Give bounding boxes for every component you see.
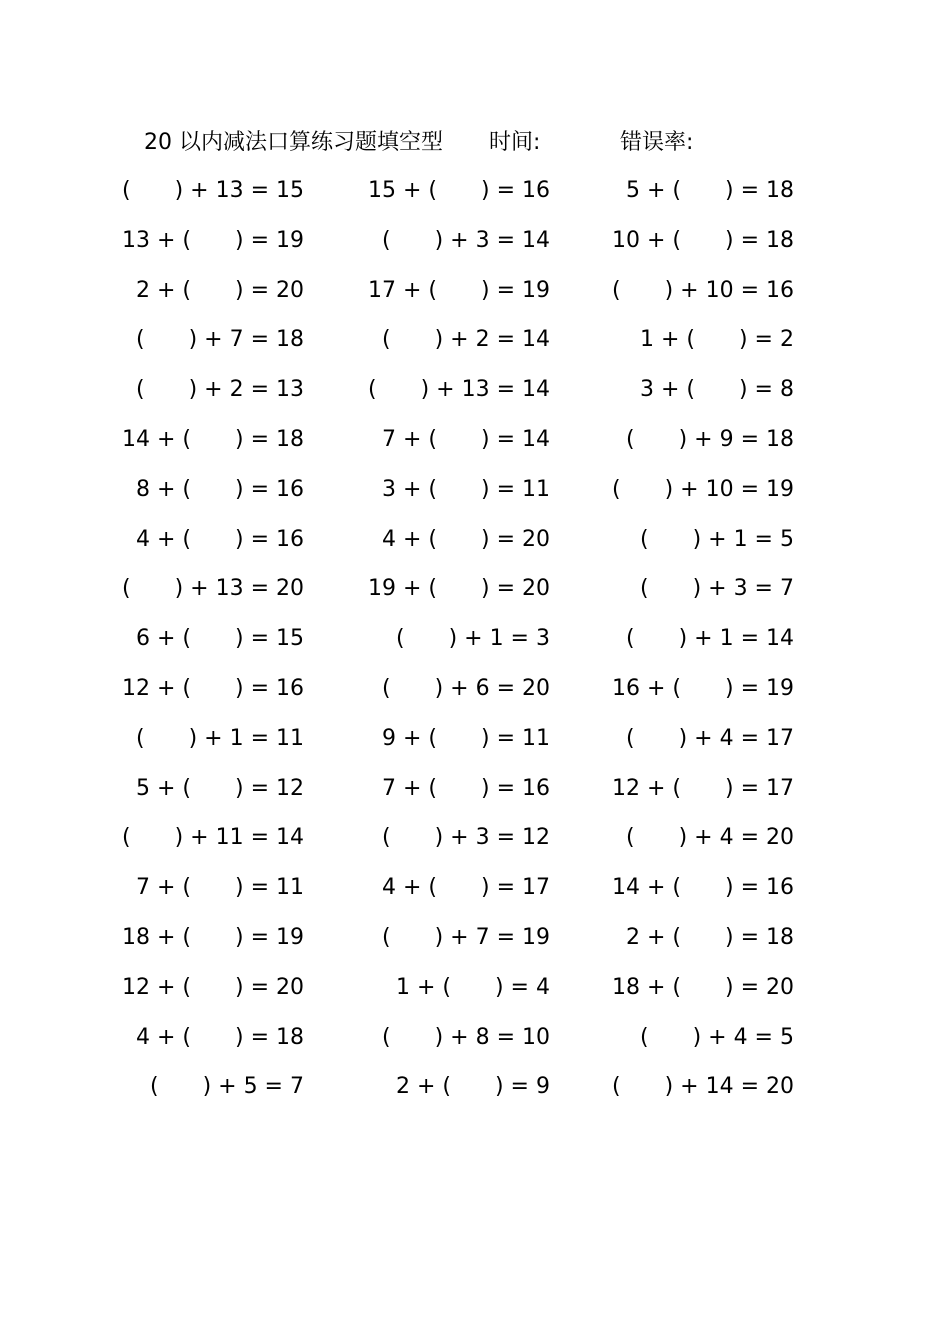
problem: 18 + ( ) = 19 (122, 924, 304, 950)
problem-row (0, 1070, 950, 1120)
problem: ( ) + 6 = 20 (382, 675, 550, 701)
problem: 8 + ( ) = 16 (136, 476, 304, 502)
problem-row (0, 971, 950, 1021)
problem-row (0, 772, 950, 822)
problem: 4 + ( ) = 20 (382, 526, 550, 552)
problem: 12 + ( ) = 16 (122, 675, 304, 701)
problem: ( ) + 13 = 14 (368, 377, 550, 403)
problem-row (0, 1021, 950, 1071)
problem: 7 + ( ) = 14 (382, 426, 550, 452)
problem-row (0, 523, 950, 573)
problem: ( ) + 7 = 19 (382, 924, 550, 950)
worksheet-header (144, 126, 844, 160)
problem: 5 + ( ) = 18 (626, 178, 794, 203)
worksheet-title: 20 以内减法口算练习题填空型 (144, 130, 443, 155)
problem: 14 + ( ) = 16 (612, 875, 794, 901)
problem: ( ) + 1 = 14 (626, 626, 794, 652)
problem: ( ) + 3 = 12 (382, 825, 550, 851)
problem: ( ) + 1 = 3 (395, 626, 550, 652)
problem-row (0, 722, 950, 772)
problem: 1 + ( ) = 4 (395, 974, 550, 1000)
error-rate-label: 错误率: (620, 130, 694, 155)
problem: ( ) + 10 = 16 (612, 277, 794, 303)
problem: ( ) + 10 = 19 (612, 476, 794, 502)
problem: 3 + ( ) = 8 (639, 377, 794, 403)
problem: 4 + ( ) = 16 (136, 526, 304, 552)
problem: ( ) + 4 = 5 (639, 1024, 794, 1050)
problem-row (0, 174, 950, 224)
problem: 18 + ( ) = 20 (612, 974, 794, 1000)
problem-row (0, 871, 950, 921)
problem: 4 + ( ) = 18 (136, 1024, 304, 1050)
problem: 3 + ( ) = 11 (382, 476, 550, 502)
problem-row (0, 323, 950, 373)
problem-row (0, 473, 950, 523)
problem: 17 + ( ) = 19 (368, 277, 550, 303)
problem: 4 + ( ) = 17 (382, 875, 550, 901)
problem: ( ) + 14 = 20 (612, 1074, 794, 1100)
problem-row (0, 672, 950, 722)
problem: ( ) + 4 = 17 (626, 725, 794, 751)
problem: 19 + ( ) = 20 (368, 576, 550, 602)
problem: 2 + ( ) = 20 (136, 277, 304, 303)
problem: ( ) + 3 = 7 (639, 576, 794, 602)
problem: 15 + ( ) = 16 (368, 178, 550, 203)
problem: 7 + ( ) = 11 (136, 875, 304, 901)
problem: 10 + ( ) = 18 (612, 227, 794, 253)
problem: ( ) + 7 = 18 (136, 327, 304, 353)
problem: 7 + ( ) = 16 (382, 775, 550, 801)
problem-row (0, 423, 950, 473)
problem: ( ) + 5 = 7 (149, 1074, 304, 1100)
problem-grid (0, 174, 950, 1120)
problem: 16 + ( ) = 19 (612, 675, 794, 701)
problem-row (0, 821, 950, 871)
time-label: 时间: (489, 130, 541, 155)
problem: 1 + ( ) = 2 (639, 327, 794, 353)
problem: ( ) + 13 = 15 (122, 178, 304, 203)
problem: ( ) + 11 = 14 (122, 825, 304, 851)
problem-row (0, 373, 950, 423)
problem: 6 + ( ) = 15 (136, 626, 304, 652)
problem: ( ) + 1 = 11 (136, 725, 304, 751)
problem: ( ) + 2 = 14 (382, 327, 550, 353)
problem: ( ) + 9 = 18 (626, 426, 794, 452)
problem: ( ) + 3 = 14 (382, 227, 550, 253)
problem: 2 + ( ) = 9 (395, 1074, 550, 1100)
problem: ( ) + 4 = 20 (626, 825, 794, 851)
problem-row (0, 274, 950, 324)
problem-row (0, 572, 950, 622)
problem: 9 + ( ) = 11 (382, 725, 550, 751)
problem-row (0, 921, 950, 971)
problem: ( ) + 1 = 5 (639, 526, 794, 552)
problem: 12 + ( ) = 20 (122, 974, 304, 1000)
problem: ( ) + 8 = 10 (382, 1024, 550, 1050)
problem: ( ) + 13 = 20 (122, 576, 304, 602)
problem: 5 + ( ) = 12 (136, 775, 304, 801)
problem: 2 + ( ) = 18 (626, 924, 794, 950)
problem-row (0, 622, 950, 672)
problem: 14 + ( ) = 18 (122, 426, 304, 452)
problem: ( ) + 2 = 13 (136, 377, 304, 403)
problem: 13 + ( ) = 19 (122, 227, 304, 253)
problem: 12 + ( ) = 17 (612, 775, 794, 801)
problem-row (0, 224, 950, 274)
